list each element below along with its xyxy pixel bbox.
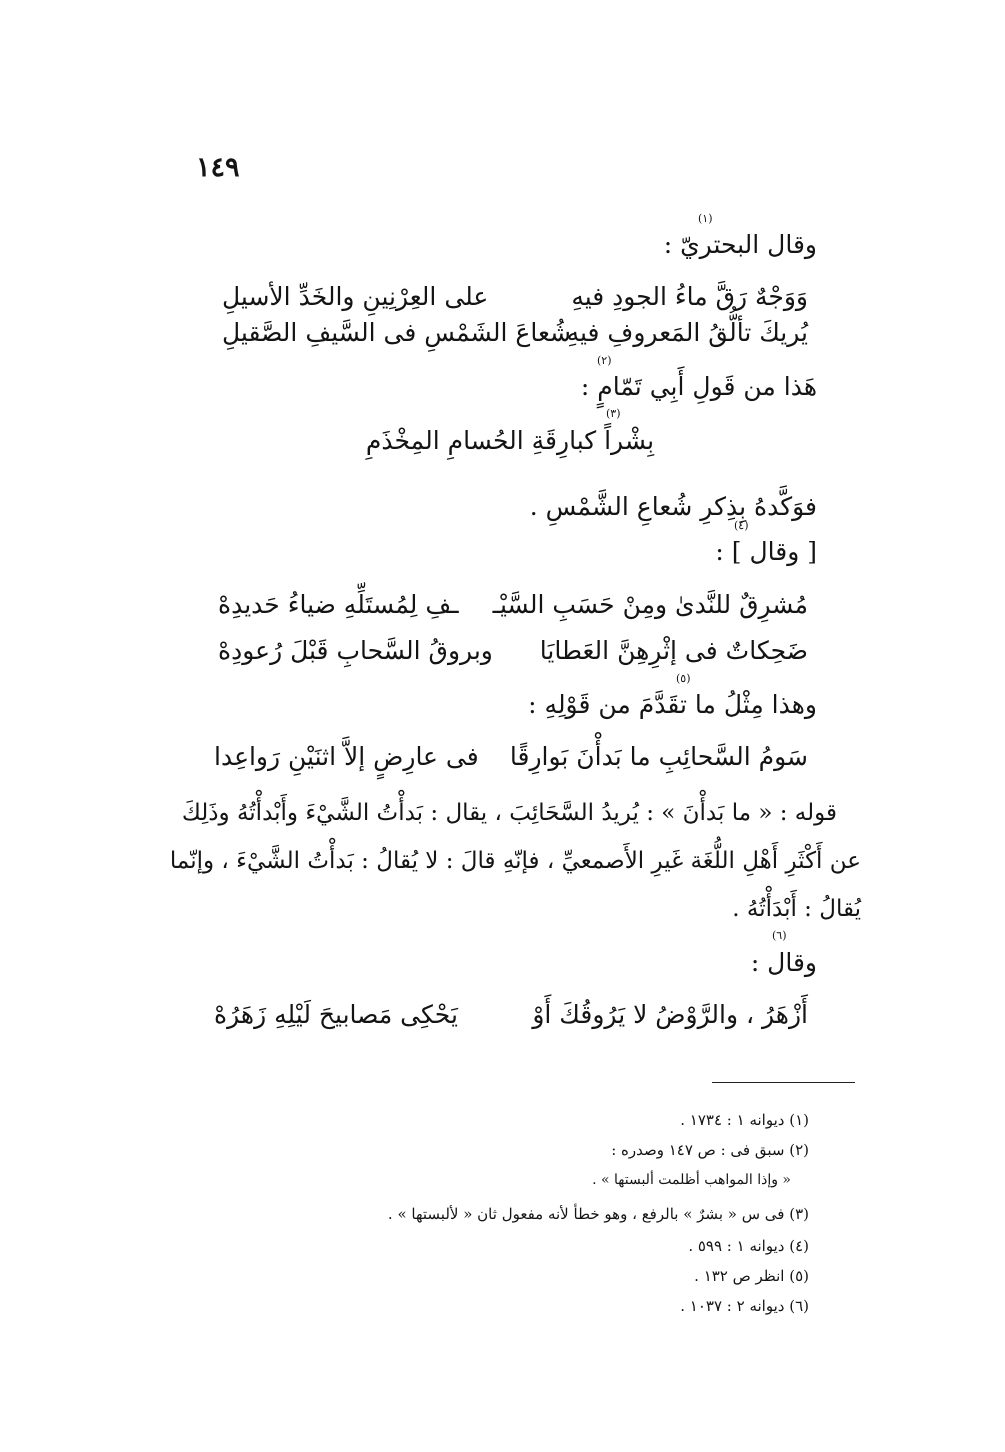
verse-1-second-hemistich: على العِرْنِينِ والخَدِّ الأسيلِ (222, 282, 489, 311)
intro-wa-qala-2: وقال : (750, 948, 817, 977)
footnote-marker-4: (٤) (734, 519, 749, 532)
footnote-separator (712, 1082, 855, 1083)
footnote-6: (٦) ديوانه ٢ : ١٠٣٧ . (680, 1297, 809, 1315)
verse-2-second-hemistich: شُعاعَ الشَمْسِ فى السَّيفِ الصَّقيلِ (222, 318, 571, 347)
prose-line-1: قوله : « ما بَدأْنَ » : يُريدُ السَّحَائِبَ ، يقال : بَدأْتُ الشَّيْءَ وأَبْدأْتُهُ وذَلِكَ (181, 800, 837, 826)
prose-line-3: يُقالُ : أَبْدَأْتُهُ . (732, 896, 861, 922)
verse-3-second-hemistich: ـفِ لِمُستَلِّهِ ضياءُ حَديدِهْ (218, 590, 459, 619)
verse-4-second-hemistich: وبروقُ السَّحابِ قَبْلَ رُعودِهْ (218, 636, 493, 665)
verse-6-first-hemistich: أَزْهَرُ ، والرَّوْضُ لا يَرُوقُكَ أَوْ (532, 1000, 808, 1029)
footnote-marker-6: (٦) (772, 929, 787, 942)
line-emphasis: فوَكَّدهُ بِذِكرِ شُعاعِ الشَّمْسِ . (529, 492, 817, 521)
footnote-marker-3: (٣) (606, 407, 621, 420)
footnote-3: (٣) فى س « بشرٌ » بالرفع ، وهو خطأ لأنه مفعول ثان « لألبستها » . (387, 1205, 809, 1223)
footnote-marker-1: (١) (698, 212, 713, 225)
half-verse-abi-tammam: بِشْراً كبارِقَةِ الحُسامِ المِخْذَمِ (365, 426, 655, 455)
footnote-2: (٢) سبق فى : ص ١٤٧ وصدره : (611, 1141, 809, 1159)
page-number: ١٤٩ (196, 152, 240, 183)
footnote-5: (٥) انظر ص ١٣٢ . (694, 1267, 809, 1285)
verse-2-first-hemistich: يُريكَ تألُّقُ المَعروفِ فيهِ (566, 318, 808, 347)
line-abi-tammam: هَذا من قَولِ أَبِي تَمّامٍ : (580, 372, 817, 401)
verse-line-3 (218, 588, 808, 622)
verse-line-4 (218, 634, 808, 668)
verse-3-first-hemistich: مُشرِقٌ للنَّدىٰ ومِنْ حَسَبِ السَّيْـ (492, 590, 808, 619)
verse-line-2 (222, 316, 808, 350)
verse-line-5 (214, 740, 808, 774)
footnote-1: (١) ديوانه ١ : ١٧٣٤ . (680, 1111, 809, 1129)
verse-1-first-hemistich: وَوَجْهٌ رَقَّ ماءُ الجودِ فيهِ (571, 282, 808, 311)
verse-line-6 (214, 998, 808, 1032)
verse-6-second-hemistich: يَحْكِى مَصابيحَ لَيْلِهِ زَهَرُهْ (214, 1000, 458, 1029)
verse-5-first-hemistich: سَومُ السَّحائِبِ ما بَدأْنَ بَوارِقًا (509, 742, 808, 771)
verse-line-1 (222, 280, 808, 314)
intro-wa-qala: [ وقال ] : (715, 537, 817, 566)
verse-5-second-hemistich: فى عارِضٍ إلاَّ اثنَيْنِ رَواعِدا (214, 742, 479, 771)
footnote-4: (٤) ديوانه ١ : ٥٩٩ . (688, 1237, 809, 1255)
footnote-marker-2: (٢) (597, 354, 612, 367)
prose-line-2: عن أَكْثَرِ أَهْلِ اللُّغَة غَيرِ الأَصمعيِّ ، فإنّهِ قالَ : لا يُقالُ : بَدأْتُ الشَّيْءَ ، وإنّما (169, 848, 861, 874)
verse-4-first-hemistich: ضَحِكاتٌ فى إثْرِهِنَّ العَطايَا (539, 636, 808, 665)
footnote-marker-5: (٥) (676, 672, 691, 685)
line-similar-saying: وهذا مِثْلُ ما تقَدَّمَ من قَوْلِهِ : (528, 690, 817, 719)
footnote-2-quote: « وإذا المواهب أظلمت ألبستها » . (592, 1172, 791, 1188)
intro-al-buhturi: وقال البحتريّ : (663, 230, 817, 259)
